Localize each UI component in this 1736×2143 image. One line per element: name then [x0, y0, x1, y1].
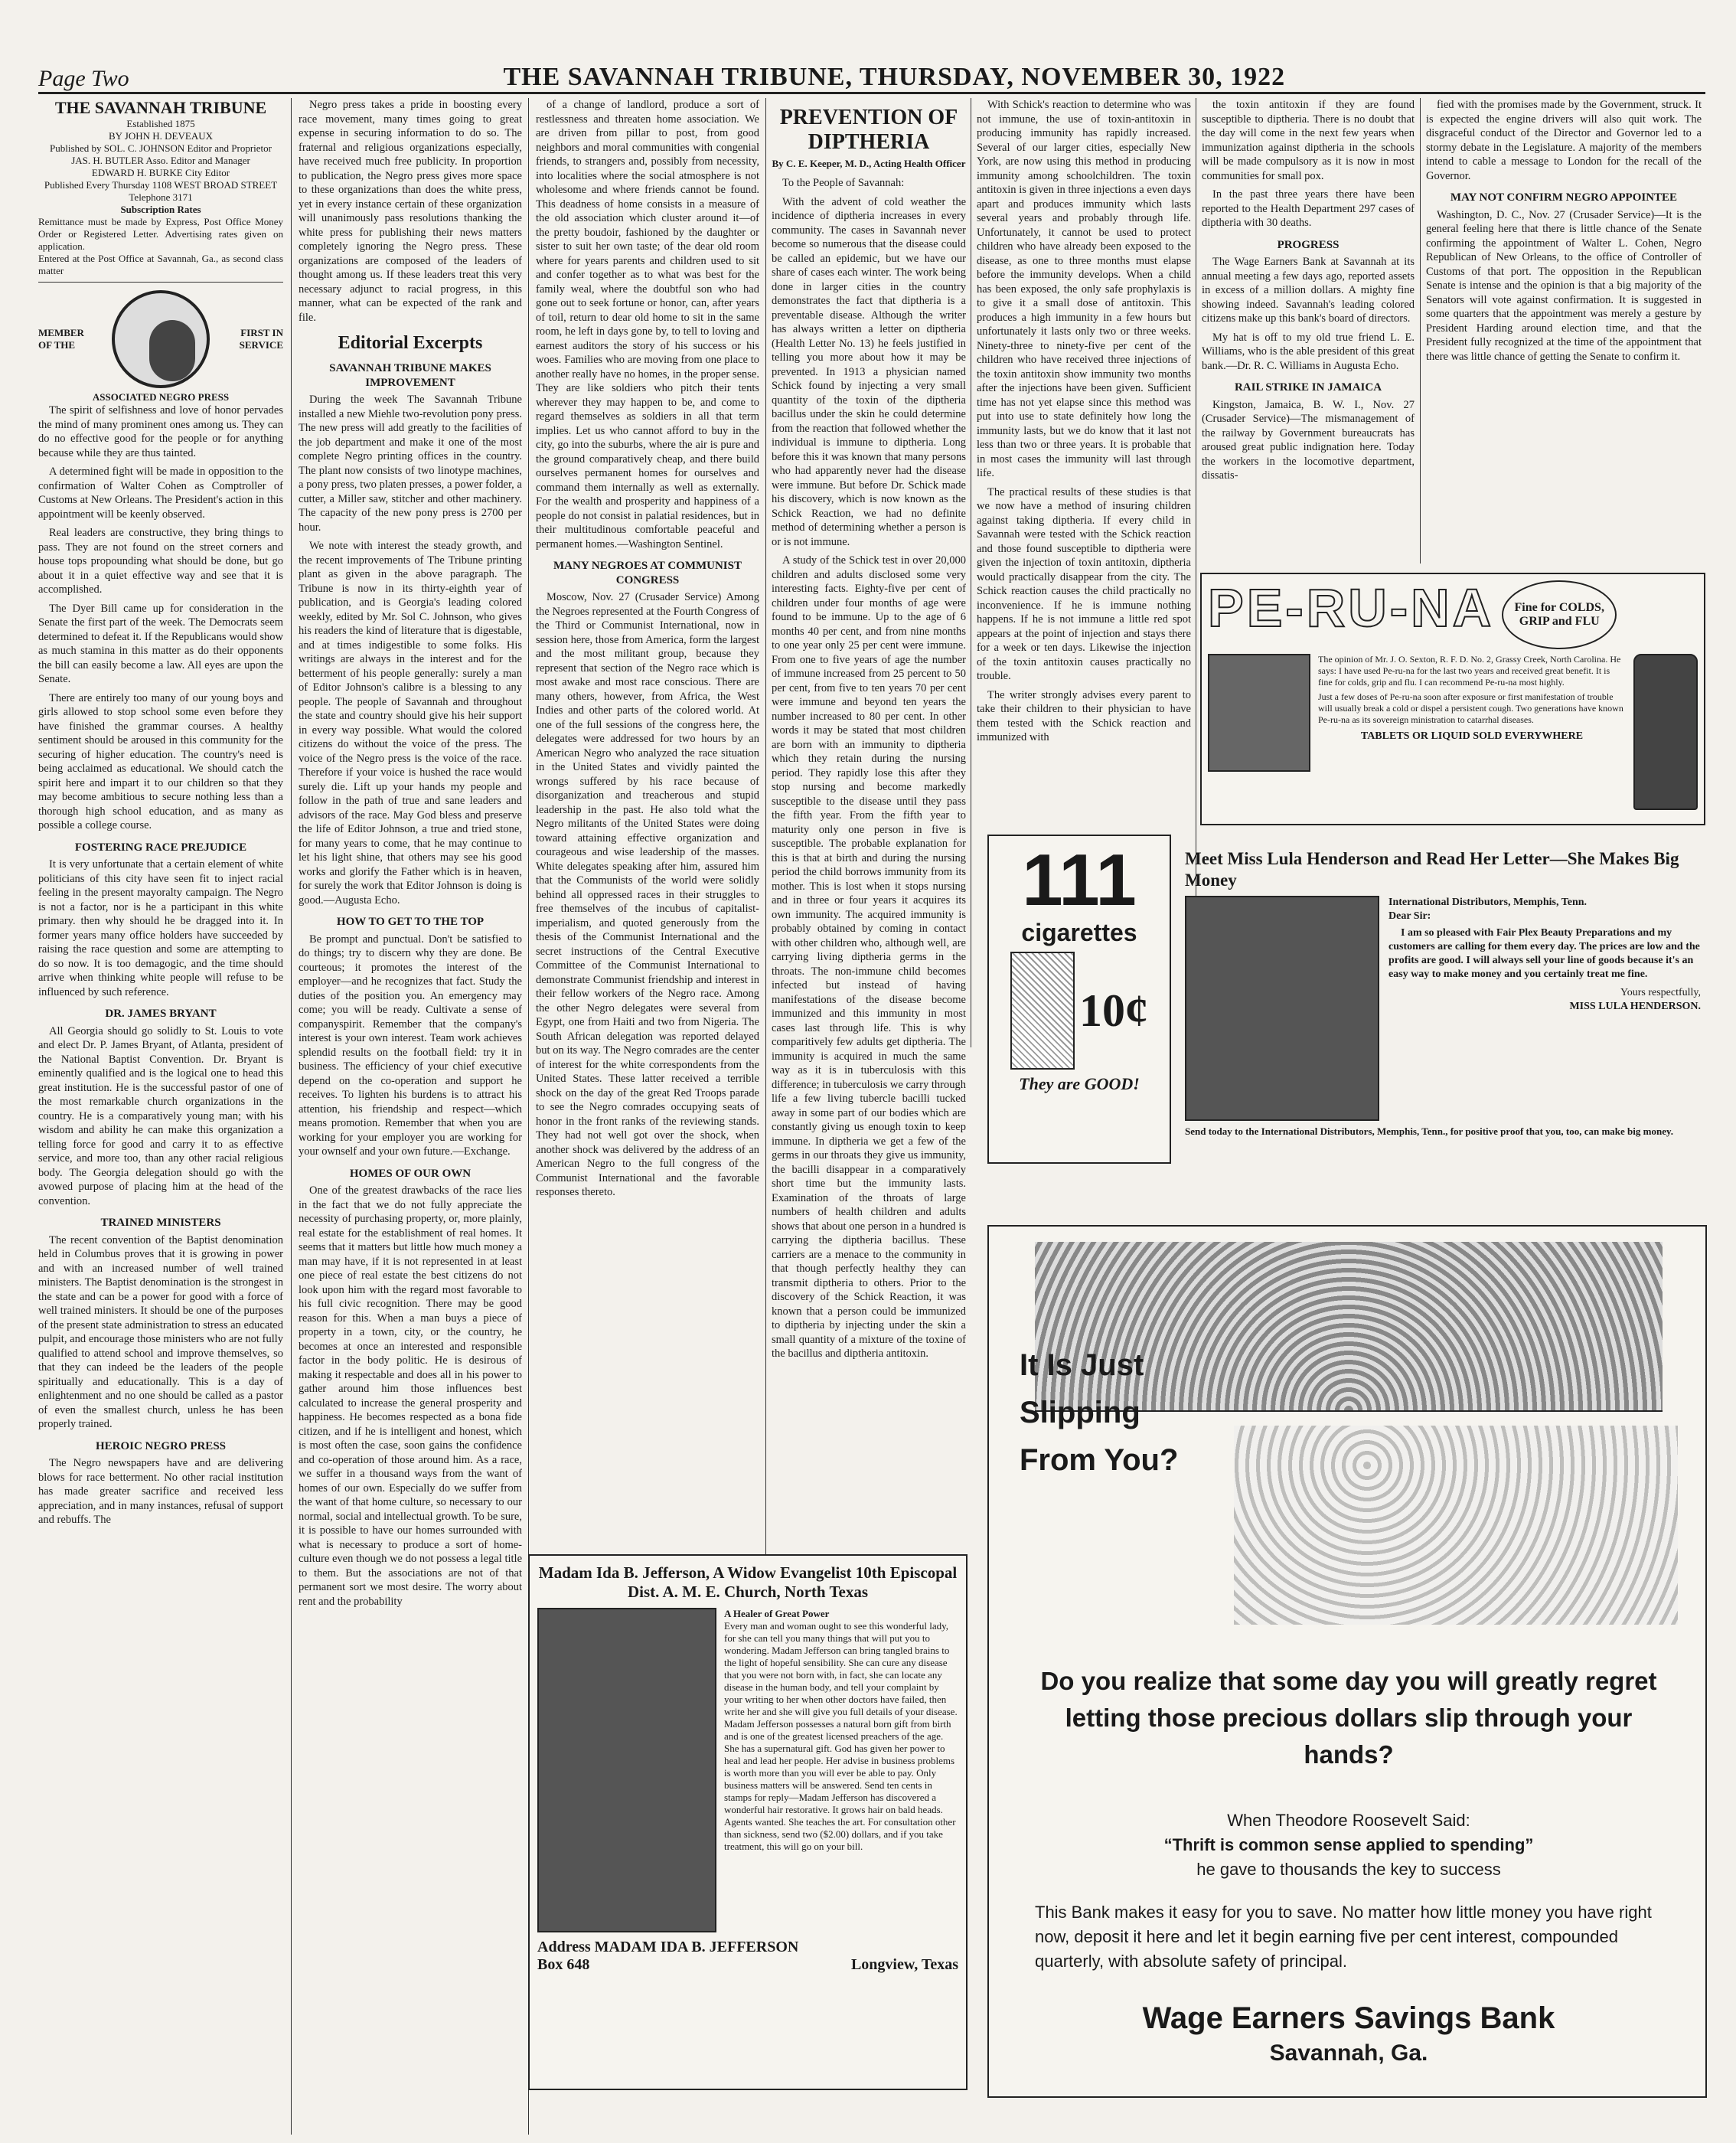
- article-paragraph: fied with the promises made by the Government, struck. It is expected the engine drivers will also quit work. The disgraceful conduct of the Director and Governor led to a stormy debate in the Legislature. A majority of the members intend to cable a message to London for the recall of the Governor.: [1426, 99, 1702, 182]
- article-heading: DR. JAMES BRYANT: [105, 1008, 217, 1020]
- peruna-brand: PE-RU-NA: [1208, 578, 1495, 638]
- flag-founder: BY JOHN H. DEVEAUX: [108, 130, 213, 142]
- henderson-advertisement: [1179, 842, 1707, 1179]
- article-byline: By C. E. Keeper, M. D., Acting Health Officer: [772, 158, 966, 169]
- article-heading: TRAINED MINISTERS: [100, 1217, 221, 1229]
- jefferson-address-row: [537, 1939, 958, 1956]
- article-paragraph: A study of the Schick test in over 20,000 children and adults disclosed some very interesting facts. Eighty-five per cent of children under four months of age were found to be immune. Up to the age of 6 months 40 per cent, and from nine months to one year only 25 per cent were immune. From one to five years of age the number of immune increased from 25 percent to 50 per cent, from five to ten years 70 per cent were immune and beyond ten years the number increased to 80 per cent. In other words it may be stated that most children are born with an immunity to diptheria which they retain during the nursing period. They rapidly lose this after they stop nursing and become markedly susceptible to the disease until they pass the fifth year. From the fifth year to maturity only one person in five is susceptible. The probable explanation for this is that at birth and during the nursing period the child borrows immunity from its mother. This is lost when it stops nursing and in three or four years it acquires its own immunity. The acquired immunity is probably obtained by coming in contact with other children who, although well, are carrying living diptheria germs in the throats. The non-immune child becomes infected but instead of having manifestations of the disease become immunized and this immunity in most cases last through life. This is why comparitively few adults get diptheria. The immunity is acquired in much the same way as it is in tuberculosis with this difference; in tuberculosis we carry through life a few living tubercle bacilli tucked away in some part of our bodies which are constantly giving us enough toxin to keep immune. In diptheria we get a few of the germs in our throats they give us immunity, the bacilli disappear in a comparatively short time but the immunity lasts. Examination of the throats of large numbers of health children and adults shows that about one person in a hundred is carrying the diptheria bacillus. These carriers are a menace to the community in that though perfectly healthy they can transmit diptheria to others. Prior to the discovery of the Schick Reaction, it was known that a person could be immunized to diptheria by injecting under the skin a small quantity of a mixture of the toxine of the bacillus and diptheria antitoxin.: [772, 554, 966, 1360]
- bank-question-line: From You?: [1020, 1443, 1179, 1477]
- henderson-signature: MISS LULA HENDERSON.: [1569, 1001, 1701, 1012]
- article-headline: PREVENTION OF DIPTHERIA: [779, 106, 958, 154]
- peruna-body: [1208, 654, 1698, 810]
- peruna-tablets: TABLETS OR LIQUID SOLD EVERYWHERE: [1360, 730, 1584, 742]
- emblem-right-text: FIRST IN SERVICE: [239, 327, 283, 351]
- falling-coins-icon: [1234, 1426, 1678, 1625]
- peruna-testimonial: The opinion of Mr. J. O. Sexton, R. F. D. No. 2, Grassy Creek, North Carolina. He says: I have used Pe-ru-na for the last two years and received great benefit. It is fine for colds, grip and flu. I can recommend Pe-ru-na most highly.: [1318, 654, 1621, 688]
- flag-associate-editor: JAS. H. BUTLER Asso. Editor and Manager: [71, 155, 250, 166]
- henderson-portrait-icon: [1185, 896, 1379, 1121]
- jefferson-address: Address MADAM IDA B. JEFFERSON: [537, 1939, 799, 1955]
- cigarettes-word: cigarettes: [1021, 919, 1137, 946]
- bank-body: This Bank makes it easy for you to save. No matter how little money you have right now, deposit it here and let it begin earning five per cent interest, compounded quarterly, with absolute safety of principal.: [1035, 1903, 1652, 1971]
- article-paragraph: One of the greatest drawbacks of the race lies in the fact that we do not fully appreciate the necessity of purchasing property, or, more plainly, real estate for the establishment of real homes. It seems that it matters but little how much money a man may have, if it is not represented in at least one piece of real estate the best citizens do not look upon him with the regard most favorable to his full civic recognition. There may be good reason for this. When a man buys a piece of property in a town, city, or the country, he becomes at once an interested and responsible factor in the body politic. He is desirous of making it respectable and does all in his power to gather around him those influences best calculated to increase the general prosperity and happiness. He becomes respected as a bona fide citizen, and if he is intelligent and honest, which is most often the case, soon gains the confidence and co-operation of those around him. As a race, we suffer in a thousand ways from the want of homes of our own. Especially do we suffer from the want of that home culture, so necessary to our normal, social and intellectual growth. To be sure, it is possible to have our homes surrounded with what is necessary to produce a sort of home-culture even though we do not possess a legal title to them. But the associations are not of that permanent sort we most desire. The worry about rent and the probability: [299, 1184, 522, 1608]
- sexton-portrait-icon: [1208, 654, 1310, 772]
- henderson-headline: Meet Miss Lula Henderson and Read Her Letter—She Makes Big Money: [1185, 849, 1679, 890]
- bank-question-line: It Is Just: [1020, 1348, 1144, 1382]
- flag-title: THE SAVANNAH TRIBUNE: [54, 98, 267, 117]
- article-paragraph: Kingston, Jamaica, B. W. I., Nov. 27 (Crusader Service)—The mismanagement of the railway by Government bureaucrats has aroused great public indignation here. Today the workers in the locomotive department, dissatis-: [1202, 398, 1415, 482]
- cigarettes-middle: [995, 952, 1163, 1070]
- jefferson-body: Every man and woman ought to see this wonderful lady, for she can tell you many things that will put you to wondering. Madam Jefferson can bring tangled brains to the light of hopeful sensibility. She can cure any disease that you were not born with, in fact, she can locate any disease in the human body, and tell your complaint by your writing to her when other doctors have failed, then write her and she will give you full details of your disease. Madam Jefferson possesses a natural born gift from birth and is one of the greatest licensed preachers of the age. She has a supernatural gift. God has given her power to heal and lead her people. Her advise in business problems is worth more than you will ever be able to pay. Only business matters will be answered. Send ten cents in stamps for reply—Madam Jefferson has discovered a wonderful hair restorative. It grows hair on bald heads. Agents wanted. She teaches the art. For consultation other than sickness, send two ($2.00) dollars, and if you take treatment, this will go on your bill.: [724, 1620, 958, 1852]
- bank-advertisement: [987, 1225, 1707, 2098]
- article-heading: HOMES OF OUR OWN: [349, 1167, 472, 1180]
- henderson-footer: Send today to the International Distributors, Memphis, Tenn., for positive proof that you, too, can make big money.: [1185, 1125, 1674, 1137]
- editorial-paragraph: The spirit of selfishness and love of honor pervades the mind of many prominent ones among us. They can do no effective good for the people or for anything because while they are thus tainted.: [38, 404, 283, 459]
- cigarettes-advertisement: [987, 835, 1171, 1164]
- cigarette-pack-icon: [1010, 952, 1075, 1070]
- article-paragraph: The recent convention of the Baptist denomination held in Columbus proves that it is growing in power and with an increased number of well trained ministers. The Baptist denomination is the strongest in the state and can be a power for good with a force of well trained ministers. It should be one of the purposes of the present state administration to stress an educated pulpit, and encourage those ministers who are not fully qualified to attend school and improve themselves, so that they can indeed be the leaders of the people spiritually and educationally. This is a day of enlightenment and no one should be called as a pastor of even the smallest church, unless he has been properly trained.: [38, 1233, 283, 1430]
- henderson-dear: Dear Sir:: [1388, 910, 1431, 922]
- jefferson-body-row: [537, 1608, 958, 1932]
- bank-name: Wage Earners Savings Bank: [1142, 2001, 1555, 2035]
- column-4: [772, 98, 966, 1537]
- bank-quote-block: [1035, 1808, 1663, 1882]
- article-paragraph: In the past three years there have been reported to the Health Department 297 cases of diptheria with 30 deaths.: [1202, 188, 1415, 229]
- article-heading: HEROIC NEGRO PRESS: [95, 1439, 227, 1452]
- bank-quote: “Thrift is common sense applied to spending”: [1163, 1835, 1534, 1854]
- remittance-note: Remittance must be made by Express, Post Office Money Order or Registered Letter. Advertising rates given on application.: [38, 216, 283, 252]
- jefferson-box: Box 648: [537, 1956, 590, 1973]
- peruna-advertisement: [1200, 573, 1705, 825]
- column-3: [536, 98, 759, 1537]
- bank-quote-after: he gave to thousands the key to success: [1196, 1860, 1501, 1879]
- emblem-left-text: MEMBER OF THE: [38, 327, 84, 351]
- article-paragraph: My hat is off to my old true friend L. E. Williams, who is the able president of this great bank.—Dr. R. C. Williams in Augusta Echo.: [1202, 331, 1415, 372]
- column-2: [299, 98, 522, 2135]
- bank-city: Savannah, Ga.: [1269, 2040, 1428, 2066]
- publication-flag: [38, 98, 283, 283]
- flag-publisher: Published by SOL. C. JOHNSON Editor and Proprietor: [50, 142, 272, 154]
- associated-press-emblem-icon: [112, 290, 210, 388]
- article-paragraph: All Georgia should go solidly to St. Louis to vote and elect Dr. P. James Bryant, of Atlanta, president of the National Baptist Convention. Dr. Bryant is eminently qualified and is the logical one to head this great institution. He is the successful pastor of one of the most remarkable church organizations in the country. He is a comparatively young man; with his wisdom and ability he can make this organization a telling force for good and carry it to as effective service, and more too, than any other racial religious body. The Georgia delegation should go with the avowed purpose of placing him at the head of the convention.: [38, 1024, 283, 1207]
- peruna-header: [1208, 580, 1698, 649]
- henderson-letter-body: I am so pleased with Fair Plex Beauty Preparations and my customers are calling for them every day. The prices are low and the profits are good. I will always sell your line of goods because it's an easy way to make money and you certainly treat me fine.: [1388, 927, 1700, 980]
- article-paragraph: With the advent of cold weather the incidence of diptheria increases in every community. The cases in Savannah never become so numerous that the disease could be called an epidemic, but we have our share of cases each winter. The work being done in larger cities in the country demonstrates the fact that diptheria is a preventable disease. Although the writer has always written a letter on diptheria (Health Letter No. 13) he feels justified in telling you more about how it may be prevented. In 1913 a physician named Schick found by injecting a very small quantity of the toxin of the diptheria bacillus under the skin he could determine from the reaction that followed whether the individual is immune to diptheria. Long before this it was known that many persons who had apparently never had the disease were immune. But before Dr. Schick made his discovery, which is now known as the Schick Reaction, we had no definite method of determining whether a person is or is not immune.: [772, 195, 966, 548]
- column-1: [38, 98, 283, 2135]
- henderson-to: International Distributors, Memphis, Tenn.: [1388, 897, 1588, 908]
- article-paragraph: With Schick's reaction to determine who was not immune, the use of toxin-antitoxin in producing immunity has rapidly increased. Several of our larger cities, especially New York, are now using this method in producing immunity among schoolchildren. The toxin antitoxin is given in three injections a even days apart and produces immunity which lasts several years and probably through life. Unfortunately, it cannot be used to protect children who have already been exposed to the disease, as one to three months must elapse before the immunity develops. When a child has been exposed, the only safe prophylaxis is to give it a small dose of antitoxin. This produces a high immunity in a few hours but unfortunately it lasts only two or three weeks. Ninety-three to ninety-five per cent of the children who have received three injections of the toxin antitoxin show immunity two months after the injections have been given. Sufficient time has not yet elapse since this method was put into use to state definitely how long the immunity lasts, but we do know that it last not less than two or three years. It is probable that in most cases the immunity will last through life.: [977, 99, 1191, 479]
- flag-established: Established 1875: [126, 118, 195, 129]
- page-title: THE SAVANNAH TRIBUNE, THURSDAY, NOVEMBER 30, 1922: [503, 63, 1286, 91]
- column-7: [1426, 98, 1702, 557]
- masthead: [38, 60, 1705, 94]
- editorial-paragraph: The Dyer Bill came up for consideration in the Senate the first part of the week. The Democrats seem determined to defeat it. If the Republicans would show as much stamina in this matter as do their opponents the bill can easily become a law. All eyes are upon the Senate.: [38, 602, 283, 685]
- article-paragraph: The writer strongly advises every parent to take their children to their physician to have them tested with the Schick reaction and immunized with: [977, 688, 1191, 743]
- column-6: [1202, 98, 1415, 557]
- bank-question: [1020, 1341, 1178, 1484]
- jefferson-portrait-icon: [537, 1608, 716, 1932]
- column-rule: [291, 98, 292, 2135]
- column-rule: [765, 98, 766, 1568]
- article-paragraph: The Negro newspapers have and are delivering blows for race betterment. No other racial institution has made greater sacrifice and received less appreciation, and in many instances, refusal of support and rebuffs. The: [38, 1457, 283, 1526]
- article-paragraph: of a change of landlord, produce a sort of restlessness and threaten home association. We are driven from pillar to post, from good neighbors and moral communities with congenial friends, to strangers and, possibly from necessity, into localities where the social atmosphere is not wholesome and where friends cannot be found. This deadness of home consists in a measure of the old association which cluster around it—of the pretty boudoir, fashioned by the daughter or sister to suit her own taste; of the dear old room where for years parents and children used to sit and confer together as to what was best for the family weal, where the doubtful son who had gone out to seek fortune or honor, can, after years of toil, return to dear old home to sit in the same room, he left in days gone by, to tell to loving and earnest auditors the story of his success or his woes. Families who are moving from one place to another really have no homes, in the proper sense. They are like soldiers who pitch their tents wherever they may happen to be, and come to regard themselves as soldiers in all that term implies. Let us who cannot afford to buy in the city, go into the suburbs, where the air is pure and the ground comparatively cheap, and there build ourselves permanent homes for ourselves and command them internally as well as externally. For the wealth and prosperity and happiness of a people do not consist in palatial residences, but in their multitudinous comfortable peaceful and permanent homes.—Washington Sentinel.: [536, 99, 759, 550]
- peruna-slogan: Fine for COLDS, GRIP and FLU: [1502, 580, 1617, 649]
- article-paragraph: We note with interest the steady growth, and the recent improvements of The Tribune printing plant as given in the above paragraph. The Tribune is now in its thirty-eighth year of publication, and is Georgia's leading colored weekly, edited by Mr. Sol C. Johnson, who gives his readers the kind of literature that is digestable, and at times indigestible to some folks. His writings are always in the interest and for the betterment of his people generally: surely a man of Editor Johnson's calibre is a blessing to any people. The people of Savannah and throughout the state and country should give his heir support in every way possible. What would the colored citizens do without the voice of the press. The voice of the Negro press is the voice of the race. Therefore if your voice is hushed the race would surely die. Lift up your hands my people and follow in the path of true and sane leaders and advisors of the race. May God bless and preserve the life of Editor Johnson, a true and tried stone, for many years to come, that he may continue to let his light shine, that others may see his good works and glorify the Father which is in heaven, for surely the work that Editor Johnson is doing is good.—Augusta Echo.: [299, 540, 522, 907]
- press-emblem-row: [38, 287, 283, 391]
- article-paragraph: Be prompt and punctual. Don't be satisfied to do things; try to discern why they are done. Be courteous; it promotes the interest of the employer—and he recognizes that fact. Study the duties of the position you. An emergency may come; you will be ready. Cultivate a sense of companyspirit. Remember that the company's interest is your own interest. Team work achieves splendid results on the football field: try it in business. The efficiency of your chief executive depend on the co-operation and support he receives. To lighten his burdens is to attract his attention, his friendship and respect—which means promotion. Remember that when you are working for your employer you are working for your ownself and your own future.—Exchange.: [299, 933, 522, 1158]
- article-heading: FOSTERING RACE PREJUDICE: [74, 841, 247, 854]
- article-paragraph: the toxin antitoxin if they are found susceptible to diptheria. There is no doubt that the day will come in the next few years when immunization against diptheria in the schools will be made compulsory as it is now in most communities for small pox.: [1202, 99, 1415, 182]
- article-paragraph: During the week The Savannah Tribune installed a new Miehle two-revolution pony press. The new press will add greatly to the facilities of the job department and make it one of the most complete Negro printing offices in the country. The plant now consists of two linotype machines, a pony press, two platen presses, a power folder, a cutter, a Miller saw, stitcher and other machinery. The capacity of the new pony press is 2700 per hour.: [299, 394, 522, 534]
- bank-quote-intro: When Theodore Roosevelt Said:: [1227, 1811, 1470, 1830]
- peruna-bottle-icon: [1633, 654, 1698, 810]
- editorial-paragraph: Real leaders are constructive, they bring things to pass. They are not found on the street corners and house tops propounding what should be done, but go about it in a quiet effective way and see that it is accomplished.: [38, 527, 283, 596]
- article-paragraph: Negro press takes a pride in boosting every race movement, many times going to great expense in securing information to do so. The fraternal and religious organizations especially, have received much free publicity. In proportion to publication, the Negro press gives more space to these organizations than does the white press, yet in every instance certain of these organization will unanimously pass resolutions thanking the white press for publishing their news matters completely ignoring the Negro press. These organizations are composed of the leaders of thought among us. If these leaders treat this very necessary adjunct to racial progress, in this manner, what can be expected of the rank and file.: [299, 99, 522, 324]
- henderson-letter: [1388, 896, 1701, 1121]
- article-heading: PROGRESS: [1277, 238, 1340, 251]
- peruna-copy: [1318, 654, 1626, 810]
- jefferson-box-row: [537, 1956, 958, 1974]
- jefferson-copy: [724, 1608, 958, 1932]
- emblem-ring-text: ASSOCIATED NEGRO PRESS: [92, 391, 230, 403]
- article-heading: HOW TO GET TO THE TOP: [336, 916, 485, 928]
- article-paragraph: The practical results of these studies is that we now have a method of insuring children against taking diptheria. If every child in Savannah were tested with the Schick reaction and those found susceptible to diptheria were given the injection of toxin antitoxin, diptheria would practically disappear from the city. The Schick reaction causes the child practically no inconvenience. If he is immune nothing happens. If he is not immune a little red spot appears at the point of injection and stays there for a week or ten days. Likewise the injection of the toxin antitoxin causes practically no trouble.: [977, 485, 1191, 682]
- cigarettes-tagline: They are GOOD!: [1019, 1074, 1140, 1093]
- cigarettes-price: 10¢: [1079, 985, 1148, 1036]
- article-paragraph: Washington, D. C., Nov. 27 (Crusader Service)—It is the general feeling here that there is little chance of the Senate confirming the appointment of Walter L. Cohen, Negro Republican of New Orleans, to the office of Controller of Customs of that port. The opposition in the Republican Senate is intense and the opinion is that a big majority of the Senators will vote against confirmation. It is suggested in some quarters that the appointment was merely a gesture by President Harding around election time, and that the President fully recognized at the time of the appointment that there was little chance of getting the Senate to confirm it.: [1426, 208, 1702, 363]
- editorial-paragraph: There are entirely too many of our young boys and girls allowed to stop school some even before they have finished the grammar courses. A healthy sentiment should be aroused in this community for the securing of higher education. The country's need is being acclaimed as educational. We should catch the spirit here and impart it to our children so that they may become ambitious to secure nothing less than a thorough high school education, and as many as possible a college course.: [38, 691, 283, 831]
- bank-headline: Do you realize that some day you will greatly regret letting those precious dollars slip through your hands?: [1040, 1667, 1657, 1769]
- editorial-paragraph: A determined fight will be made in opposition to the confirmation of Walter Cohen as Comptroller of Customs at New Orleans. The President's action in this appointment will be keenly observed.: [38, 466, 283, 521]
- henderson-closing: Yours respectfully,: [1620, 987, 1701, 998]
- article-salutation: To the People of Savannah:: [782, 177, 905, 189]
- article-heading: RAIL STRIKE IN JAMAICA: [1234, 381, 1382, 394]
- article-paragraph: The Wage Earners Bank at Savannah at its annual meeting a few days ago, reported assets in excess of a million dollars. A mighty fine showing indeed. Savannah's leading colored citizens make up this bank's board of directors.: [1202, 256, 1415, 325]
- henderson-body: [1185, 896, 1701, 1121]
- jefferson-subtitle: A Healer of Great Power: [724, 1608, 830, 1619]
- jefferson-city: Longview, Texas: [850, 1956, 958, 1973]
- jefferson-advertisement: [528, 1554, 968, 2090]
- peruna-note: Just a few doses of Pe-ru-na soon after exposure or first manifestation of trouble will usually break a cold or dispel a persistent cough. Two generations have known Pe-ru-na as its sovereign ministration to catarrhal diseases.: [1318, 691, 1623, 725]
- article-heading: MANY NEGROES AT COMMUNIST CONGRESS: [553, 560, 742, 586]
- article-heading: MAY NOT CONFIRM NEGRO APPOINTEE: [1450, 191, 1678, 204]
- article-heading: SAVANNAH TRIBUNE MAKES IMPROVEMENT: [329, 362, 491, 389]
- entered-note: Entered at the Post Office at Savannah, Ga., as second class matter: [38, 253, 283, 276]
- section-heading: Editorial Excerpts: [338, 333, 483, 353]
- bank-question-line: Slipping: [1020, 1396, 1140, 1429]
- flag-city-editor: EDWARD H. BURKE City Editor: [91, 167, 230, 178]
- article-paragraph: Moscow, Nov. 27 (Crusader Service) Among the Negroes represented at the Fourth Congress of the Third or Communist International, now in session here, those from America, form the largest and the most militant group, because they represent that section of the Negro race which is most awake and most race conscious. There are many others, however, from Africa, the West Indies and other parts of the colored world. At one of the full sessions of the congress here, the delegates were addressed for two hours by an American Negro who analyzed the race situation in the United States and vividly painted the wrongs suffered by his race because of disorganization and treacherous and stupid leadership in the past. He also told what the Negro militants of the United States were doing toward attaining effective organization and courageous and wise leadership of the masses. White delegates speaking after him, assured him that the Communists of the world were solidly behind all oppressed races in their struggles to free themselves of the incubus of capitalist-imperialism, and quoted generously from the thesis of the Communist International and the secret instructions of the Central Executive Committee of the Communist International to demonstrate Communist friendship and interest in their fellow workers of the Negro race. Among the other Negro delegates were several from Egypt, one from Haiti and two from Nigeria. The South African delegation was reported delayed but on its way. The Negro comrades are the center of interest for the white correspondents from the United States. These latter received a terrible shock on the day of the great Red Troops parade to see the Negro comrades occupying seats of honor in the front ranks of the reviewing stands. They had not well got over the shock, when another shock was delivered by the address of an American Negro to the full congress of the Communist International and the favorable responses thereto.: [536, 591, 759, 1198]
- column-rule: [1420, 98, 1421, 564]
- page-number: Page Two: [38, 66, 129, 91]
- jefferson-title: Madam Ida B. Jefferson, A Widow Evangelist 10th Episcopal Dist. A. M. E. Church, North Texas: [538, 1563, 958, 1601]
- article-paragraph: It is very unfortunate that a certain element of white politicians of this city have seen fit to inject racial feeling in the present mayoralty campaign. The Negro is not a factor, nor is he a participant in this white primary. then why should he be dragged into it. In former years many office holders have succeeded by raising the race question and some are attempting to do so now. It is too demagogic, and the time should arrive when thinking white people will refuse to be influenced by such reference.: [38, 858, 283, 998]
- subscription-heading: Subscription Rates: [120, 204, 201, 215]
- flag-address: Published Every Thursday 1108 WEST BROAD STREET Telephone 3171: [44, 179, 278, 203]
- cigarettes-number: 111: [1022, 839, 1137, 921]
